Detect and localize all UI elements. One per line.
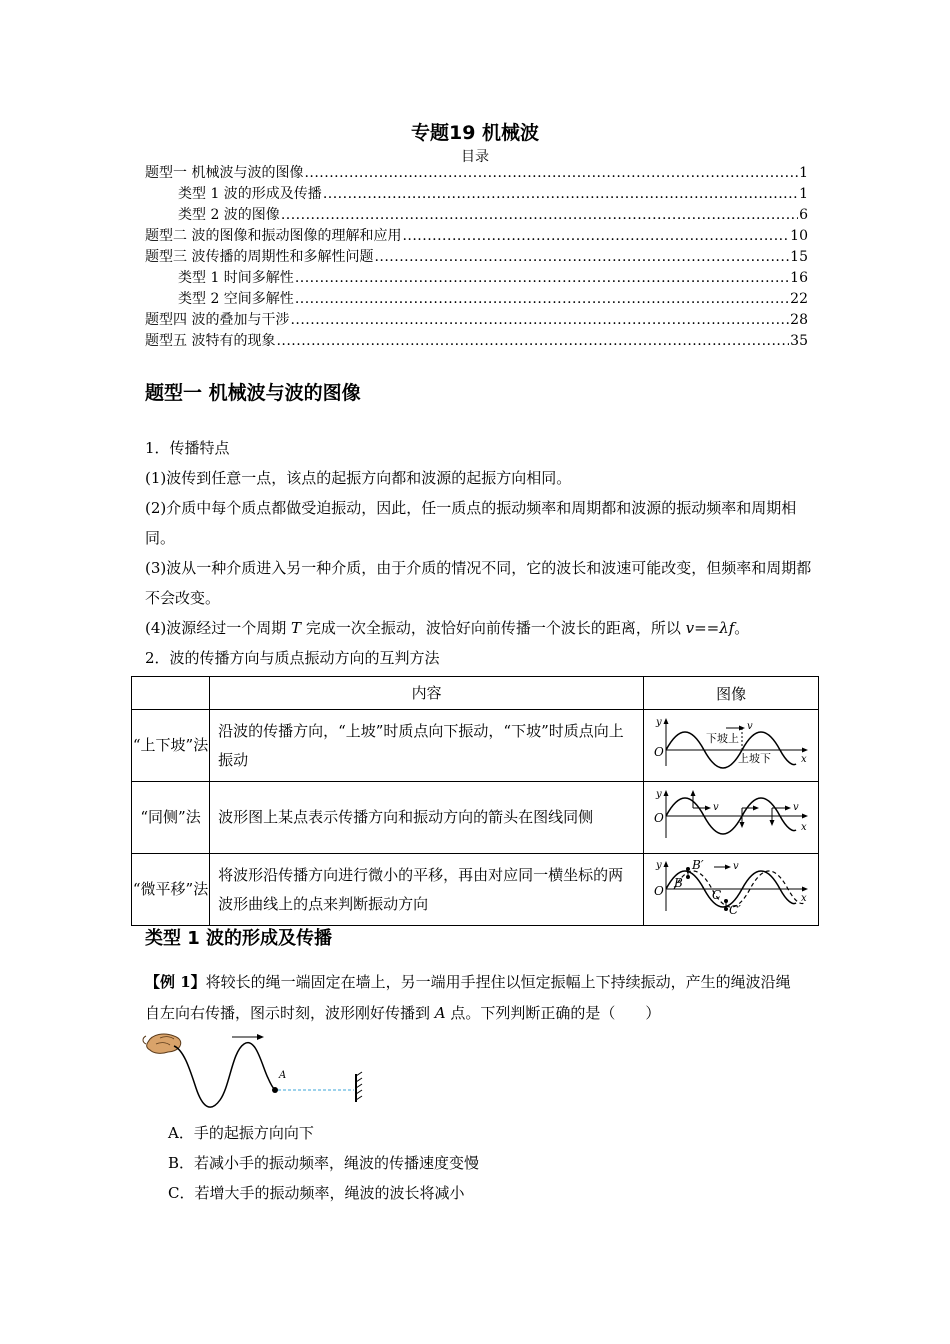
- method-name: “微平移”法: [132, 854, 210, 926]
- toc-entry-label: 题型二 波的图像和振动图像的理解和应用: [145, 228, 402, 244]
- method-name: “同侧”法: [132, 782, 210, 854]
- paragraph: (1)波传到任意一点，该点的起振方向都和波源的起振方向相同。: [145, 469, 572, 487]
- wave-figure: [644, 854, 819, 926]
- methods-table: [131, 676, 819, 926]
- toc-entry[interactable]: [145, 268, 808, 289]
- svg-text:x: x: [801, 892, 807, 904]
- figure-label: C′: [729, 902, 742, 917]
- svg-text:y: y: [656, 859, 662, 871]
- toc-entry-page: 15: [790, 249, 808, 265]
- wave-figure: [644, 710, 819, 782]
- toc-title: 目录: [461, 149, 489, 165]
- toc-entry[interactable]: [145, 226, 808, 247]
- svg-text:O: O: [654, 810, 665, 825]
- method-content: 将波形沿传播方向进行微小的平移，再由对应同一横坐标的两波形曲线上的点来判断振动方向: [210, 854, 644, 926]
- toc-entry-page: 22: [790, 291, 808, 307]
- toc-entry[interactable]: [145, 184, 808, 205]
- svg-text:O: O: [654, 744, 665, 759]
- point-label: A: [279, 1070, 287, 1081]
- table-header-row: [132, 677, 819, 710]
- paragraph: 2．波的传播方向与质点振动方向的互判方法: [145, 649, 440, 667]
- svg-text:v: v: [793, 801, 799, 813]
- toc-entry-page: 10: [790, 228, 808, 244]
- figure-label: B: [674, 875, 683, 890]
- toc-entry-label: 题型四 波的叠加与干涉: [145, 312, 290, 328]
- table-row: [132, 710, 819, 782]
- figure-label: 下坡上: [706, 731, 740, 745]
- toc-entry-label: 类型 1 波的形成及传播: [178, 186, 322, 202]
- toc-entry-page: 6: [799, 207, 808, 223]
- svg-text:y: y: [656, 788, 662, 800]
- rope-wave-figure: [140, 1030, 380, 1112]
- section-heading: 题型一 机械波与波的图像: [145, 382, 361, 404]
- table-header-cell: 图像: [644, 677, 819, 710]
- table-header-cell: [132, 677, 210, 710]
- toc-entry[interactable]: [145, 247, 808, 268]
- svg-text:v: v: [747, 720, 753, 732]
- table-header-cell: 内容: [210, 677, 644, 710]
- toc-entry-label: 类型 2 波的图像: [178, 207, 280, 223]
- toc-entry[interactable]: [145, 310, 808, 331]
- toc-entry[interactable]: [145, 289, 808, 310]
- figure-label: B′: [692, 858, 704, 872]
- toc-entry-label: 题型三 波传播的周期性和多解性问题: [145, 249, 374, 265]
- paragraph: (4)波源经过一个周期 T 完成一次全振动，波恰好向前传播一个波长的距离，所以 v==λf。: [145, 619, 750, 637]
- toc-entry-page: 1: [799, 165, 808, 181]
- toc-entry[interactable]: [145, 205, 808, 226]
- toc-entry-page: 28: [790, 312, 808, 328]
- paragraph: 1．传播特点: [145, 439, 230, 457]
- svg-text:y: y: [656, 716, 662, 728]
- toc-entry[interactable]: [145, 163, 808, 184]
- svg-text:v: v: [733, 860, 739, 872]
- toc-entry-label: 类型 1 时间多解性: [178, 270, 294, 286]
- table-row: [132, 782, 819, 854]
- paragraph: (2)介质中每个质点都做受迫振动，因此，任一质点的振动频率和周期都和波源的振动频率和周期相同。: [145, 499, 797, 547]
- toc-entry-page: 16: [790, 270, 808, 286]
- method-content: 沿波的传播方向，“上坡”时质点向下振动，“下坡”时质点向上振动: [210, 710, 644, 782]
- svg-text:x: x: [801, 753, 807, 765]
- svg-text:O: O: [654, 883, 665, 898]
- toc-entry[interactable]: [145, 331, 808, 352]
- toc-entry-label: 题型一 机械波与波的图像: [145, 165, 304, 181]
- answer-option-b[interactable]: B．若减小手的振动频率，绳波的传播速度变慢: [168, 1154, 480, 1172]
- toc-entry-page: 35: [790, 333, 808, 349]
- toc-entry-label: 类型 2 空间多解性: [178, 291, 294, 307]
- table-of-contents: [145, 163, 808, 352]
- svg-text:x: x: [801, 821, 807, 833]
- method-content: 波形图上某点表示传播方向和振动方向的箭头在图线同侧: [210, 782, 644, 854]
- toc-entry-label: 题型五 波特有的现象: [145, 333, 276, 349]
- subsection-heading: 类型 1 波的形成及传播: [145, 928, 333, 949]
- table-row: [132, 854, 819, 926]
- figure-label: 上坡下: [738, 751, 772, 765]
- figure-label: C: [712, 887, 722, 902]
- svg-text:v: v: [713, 801, 719, 813]
- page-title: 专题19 机械波: [410, 122, 540, 144]
- paragraph: (3)波从一种介质进入另一种介质，由于介质的情况不同，它的波长和波速可能改变，但频率和周期都不会改变。: [145, 559, 812, 607]
- wave-figure: [644, 782, 819, 854]
- answer-option-a[interactable]: A．手的起振方向向下: [168, 1124, 314, 1142]
- method-name: “上下坡”法: [132, 710, 210, 782]
- example-tag: 【例 1】: [145, 973, 206, 991]
- example-question: 【例 1】将较长的绳一端固定在墙上，另一端用手捏住以恒定振幅上下持续振动，产生的绳波沿绳自左向右传播，图示时刻，波形刚好传播到 A 点。下列判断正确的是（ ）: [145, 973, 791, 1022]
- answer-option-c[interactable]: C．若增大手的振动频率，绳波的波长将减小: [168, 1184, 465, 1202]
- toc-entry-page: 1: [799, 186, 808, 202]
